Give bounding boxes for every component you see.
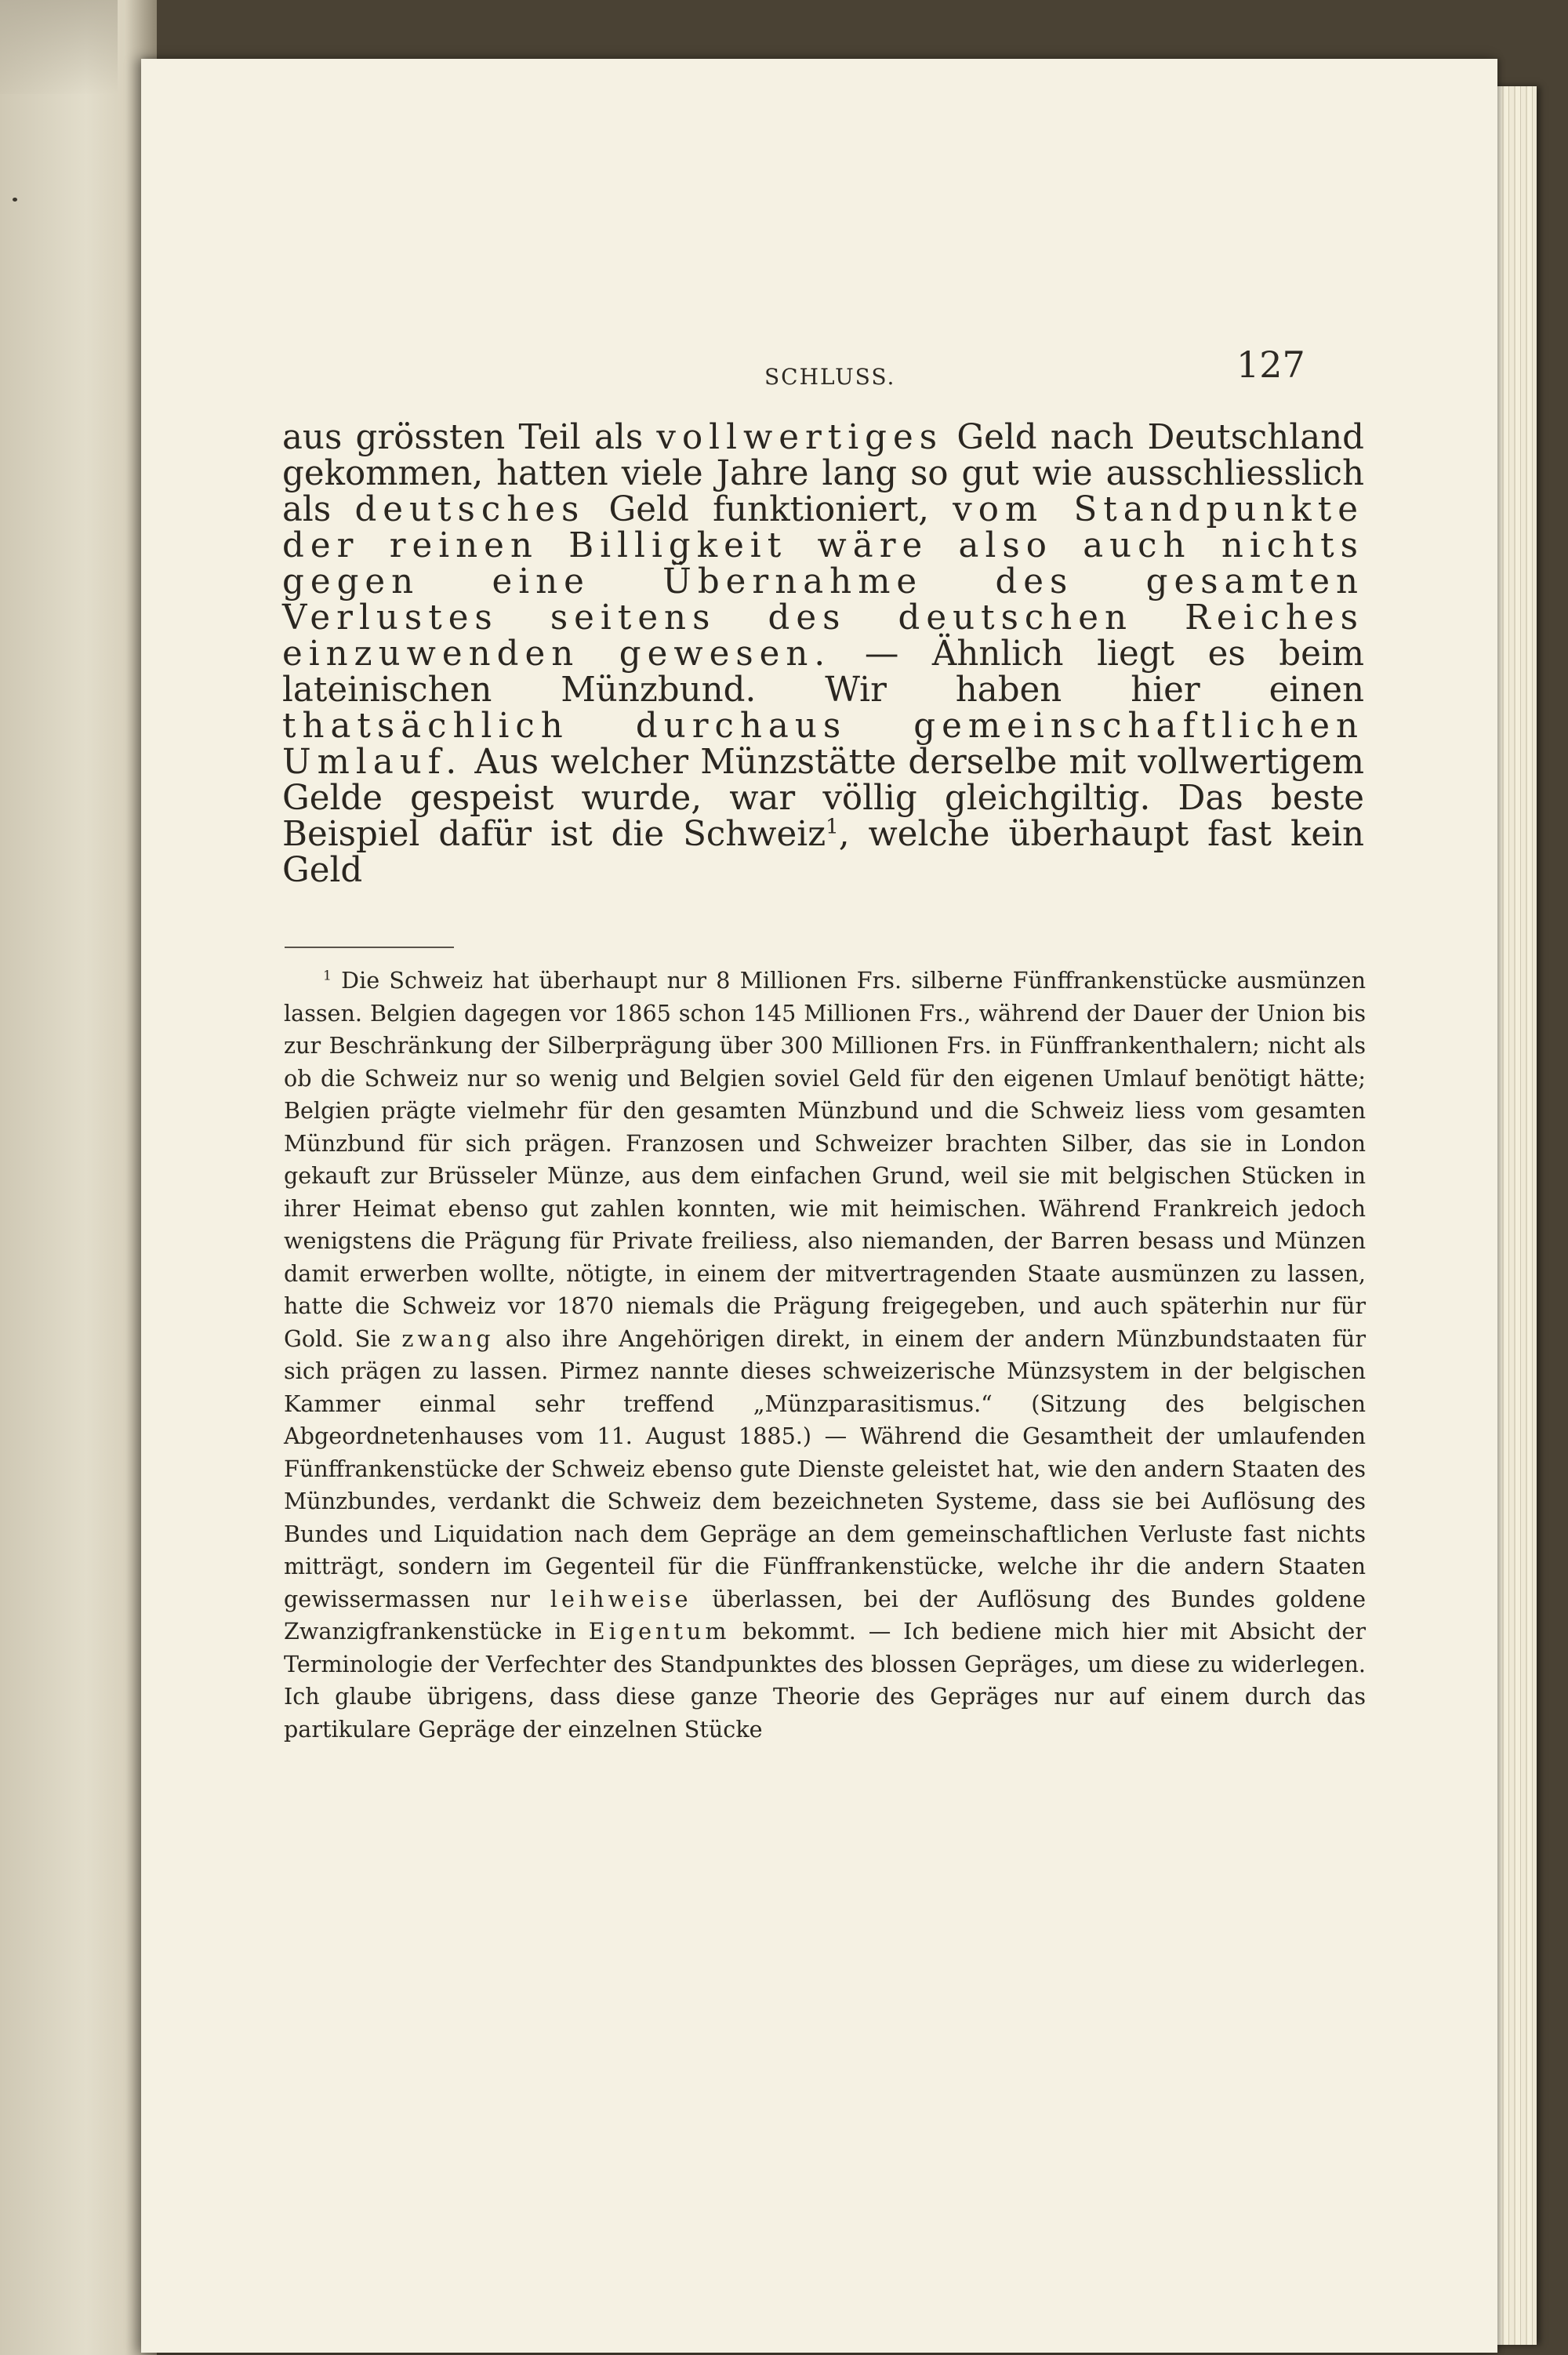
emphasis-text: vom Standpunkte der reinen Billigkeit wäre also auch nichts gegen eine Übernahme des gesamten Verlustes seitens des deutschen Reiches einzuwenden gewesen.	[282, 490, 1364, 674]
footnote-text-run: also ihre Angehörigen direkt, in einem der andern Münzbundstaaten für sich prägen zu lassen. Pirmez nannte dieses schweizerische Münzsystem in der belgischen Kammer einmal sehr treffend „Münzparasitismus.“ (Sitzung des belgischen Abgeordnetenhauses vom 11. August 1885.) — Während die Gesamtheit der umlaufenden Fünffrankenstücke der Schweiz ebenso gute Dienste geleistet hat, wie den andern Staaten des Münzbundes, verdankt die Schweiz dem bezeichneten Systeme, dass sie bei Auflösung des Bundes und Liquidation nach dem Gepräge an dem gemeinschaftlichen Verluste fast nichts mitträgt, sondern im Gegenteil für die Fünffrankenstücke, welche ihr die andern Staaten gewissermassen nur	[284, 1325, 1366, 1612]
body-text-run: Geld nach Deutschland gekommen, hatten viele Jahre lang so gut wie ausschliesslich als	[282, 418, 1364, 529]
book-page	[141, 59, 1497, 2353]
footnote-marker: 1	[323, 968, 332, 984]
previous-page-edge	[0, 0, 157, 2355]
emphasis-text: thatsächlich durchaus gemeinschaftlichen Umlauf.	[282, 707, 1364, 782]
emphasis-text: deutsches	[354, 490, 586, 529]
body-text-run: Geld funktioniert,	[585, 490, 953, 529]
body-text-run: , welche überhaupt fast kein Geld	[282, 815, 1364, 890]
emphasis-text: vollwertiges	[656, 418, 944, 457]
main-paragraph	[282, 420, 1364, 889]
footnote-text-run: bekommt. — Ich bediene mich hier mit Absicht der Terminologie der Verfechter des Standpunktes des blossen Gepräges, um diese zu widerlegen. Ich glaube übrigens, dass diese ganze Theorie des Gepräges nur auf einem durch das partikulare Gepräge der einzelnen Stücke	[284, 1618, 1366, 1743]
body-text-run: Aus welcher Münzstätte derselbe mit vollwertigem Gelde gespeist wurde, war völlig gleichgiltig. Das beste Beispiel dafür ist die Schweiz	[282, 743, 1364, 854]
body-text-run: aus grössten Teil als	[282, 418, 657, 457]
footnote-reference: 1	[826, 815, 839, 839]
body-text-run: — Ähnlich liegt es beim lateinischen Münzbund. Wir haben hier einen	[282, 634, 1364, 710]
footnote-emphasis: zwang	[401, 1325, 495, 1352]
page-speck	[13, 198, 17, 202]
footnote	[284, 965, 1366, 1746]
footnote-rule	[285, 947, 454, 948]
running-header	[141, 294, 1497, 390]
running-title: SCHLUSS.	[764, 364, 896, 390]
page-number: 127	[1236, 343, 1305, 386]
footnote-emphasis: leihweise	[550, 1585, 692, 1612]
footnote-text-run: Die Schweiz hat überhaupt nur 8 Millionen Frs. silberne Fünffrankenstücke ausmünzen lassen. Belgien dagegen vor 1865 schon 145 Millionen Frs., während der Dauer der Union bis zur Beschränkung der Silberprägung über 300 Millionen Frs. in Fünffrankenthalern; nicht als ob die Schweiz nur so wenig und Belgien soviel Geld für den eigenen Umlauf benötigt hätte; Belgien prägte vielmehr für den gesamten Münzbund und die Schweiz liess vom gesamten Münzbund für sich prägen. Franzosen und Schweizer brachten Silber, das sie in London gekauft zur Brüsseler Münze, aus dem einfachen Grund, weil sie mit belgischen Stücken in ihrer Heimat ebenso gut zahlen konnten, wie mit heimischen. Während Frankreich jedoch wenigstens die Prägung für Private freiliess, also niemanden, der Barren besass und Münzen damit erwerben wollte, nötigte, in einem der mitvertragenden Staate ausmünzen zu lassen, hatte die Schweiz vor 1870 niemals die Prägung freigegeben, und auch späterhin nur für Gold. Sie	[284, 967, 1366, 1352]
footnote-text-run: überlassen, bei der Auflösung des Bundes goldene Zwanzigfrankenstücke in	[284, 1585, 1366, 1645]
footnote-emphasis: Eigentum	[588, 1618, 731, 1645]
